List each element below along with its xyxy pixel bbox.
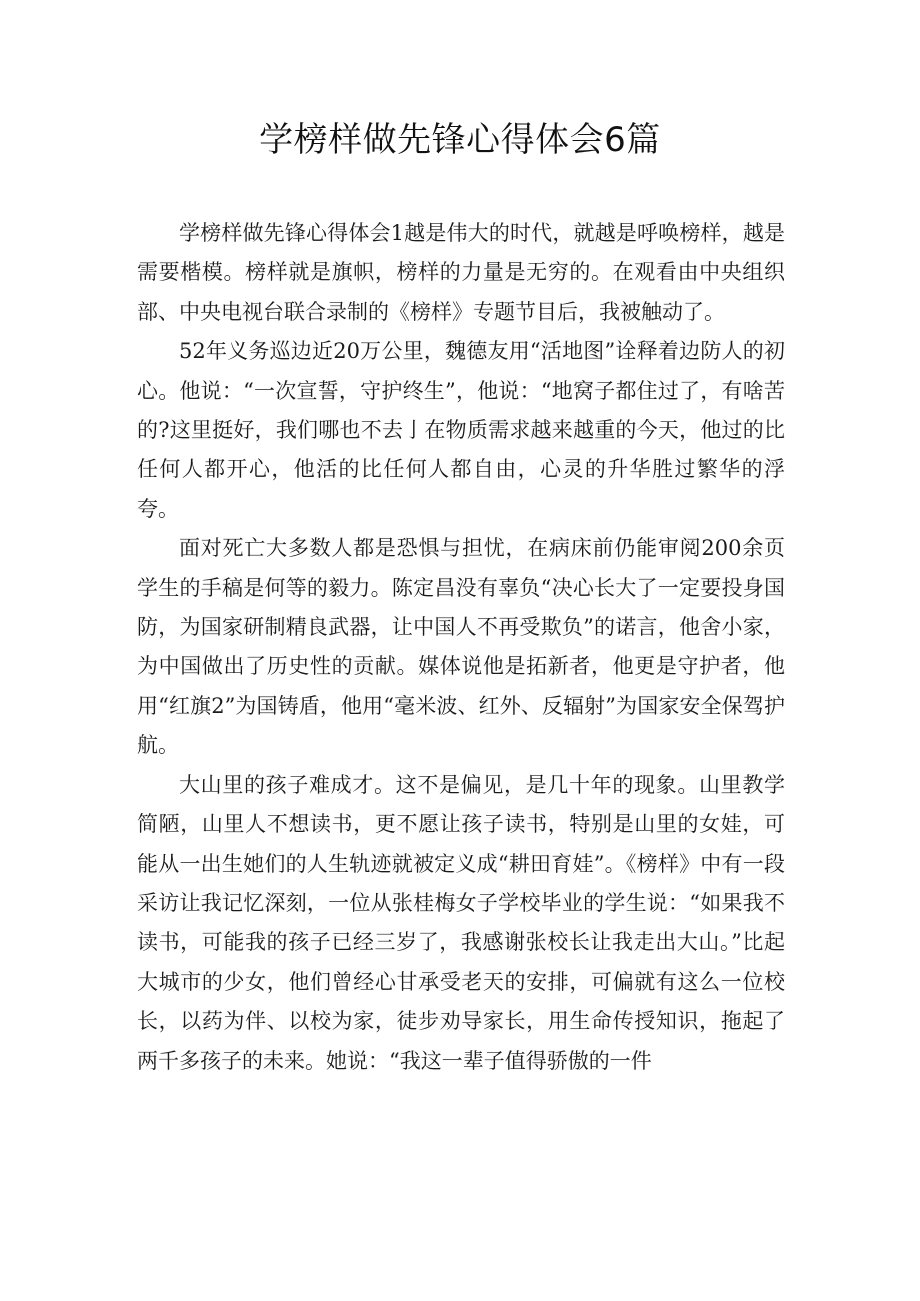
paragraph: 学榜样做先锋心得体会1越是伟大的时代，就越是呼唤榜样，越是需要楷模。榜样就是旗帜，榜样的力量是无穷的。在观看由中央组织部、中央电视台联合录制的《榜样》专题节目后，我被触动了。 — [137, 221, 785, 324]
paragraph: 面对死亡大多数人都是恐惧与担忧，在病床前仍能审阅200余页学生的手稿是何等的毅力。陈定昌没有辜负“决心长大了一定要投身国防，为国家研制精良武器，让中国人不再受欺负”的诺言，他舍小家，为中国做出了历史性的贡献。媒体说他是拓新者，他更是守护者，他用“红旗2”为国铸盾，他用“毫米波、红外、反辐射”为国家安全保驾护航。 — [137, 536, 785, 758]
paragraph: 大山里的孩子难成才。这不是偏见，是几十年的现象。山里教学简陋，山里人不想读书，更不愿让孩子读书，特别是山里的女娃，可能从一出生她们的人生轨迹就被定义成“耕田育娃”。《榜样》中有一段采访让我记忆深刻，一位从张桂梅女子学校毕业的学生说：“如果我不读书，可能我的孩子已经三岁了，我感谢张校长让我走出大山。”比起大城市的少女，他们曾经心甘承受老天的安排，可偏就有这么一位校长，以药为伴、以校为家，徒步劝导家长，用生命传授知识，拖起了两千多孩子的未来。她说：“我这一辈子值得骄傲的一件 — [137, 772, 785, 1073]
paragraph: 52年义务巡边近20万公里，魏德友用“活地图”诠释着边防人的初心。他说：“一次宣誓，守护终生”，他说：“地窝子都住过了，有啥苦的?这里挺好，我们哪也不去亅在物质需求越来越重的今天，他过的比任何人都开心，他活的比任何人都自由，心灵的升华胜过繁华的浮夸。 — [137, 339, 785, 521]
document-body — [137, 214, 785, 1081]
document-title: 学榜样做先锋心得体会6篇 — [259, 120, 661, 160]
